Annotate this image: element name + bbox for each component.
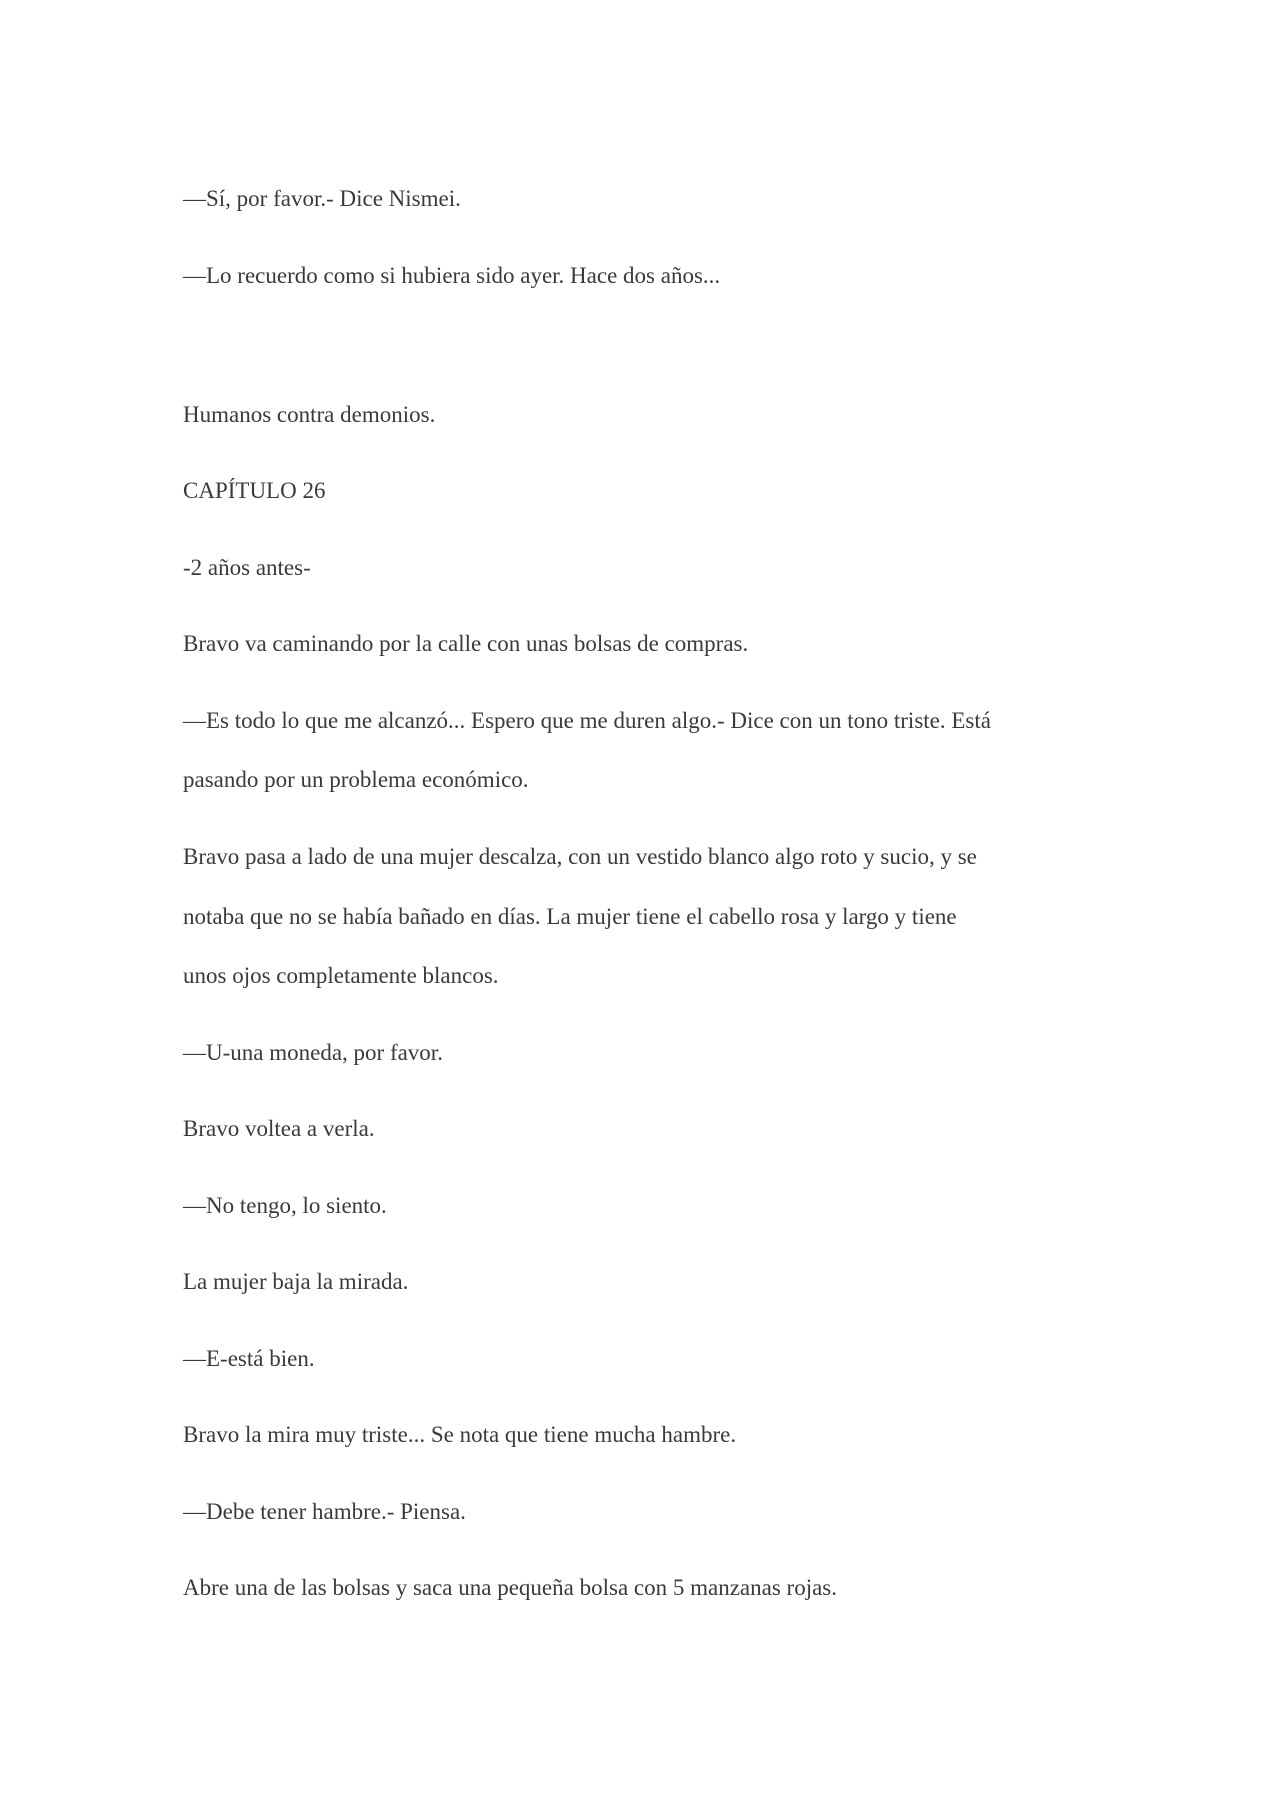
paragraph-line: Bravo voltea a verla. bbox=[183, 1116, 375, 1141]
dialogue-line: —Debe tener hambre.- Piensa. bbox=[183, 1499, 466, 1524]
paragraph-line: unos ojos completamente blancos. bbox=[183, 963, 499, 988]
paragraph-line: —Es todo lo que me alcanzó... Espero que me duren algo.- Dice con un tono triste. Está bbox=[183, 708, 991, 733]
paragraph-line: Bravo va caminando por la calle con unas bolsas de compras. bbox=[183, 631, 749, 656]
story-title: Humanos contra demonios. bbox=[183, 402, 436, 427]
dialogue-line: —No tengo, lo siento. bbox=[183, 1193, 387, 1218]
paragraph-line: notaba que no se había bañado en días. La mujer tiene el cabello rosa y largo y tiene bbox=[183, 904, 957, 929]
paragraph-line: Abre una de las bolsas y saca una pequeña bolsa con 5 manzanas rojas. bbox=[183, 1575, 837, 1600]
dialogue-line: —U-una moneda, por favor. bbox=[183, 1040, 443, 1065]
paragraph-line: Bravo pasa a lado de una mujer descalza, con un vestido blanco algo roto y sucio, y se bbox=[183, 844, 977, 869]
chapter-heading: CAPÍTULO 26 bbox=[183, 478, 326, 503]
time-marker: -2 años antes- bbox=[183, 555, 311, 580]
paragraph-line: pasando por un problema económico. bbox=[183, 767, 529, 792]
dialogue-line: —E-está bien. bbox=[183, 1346, 315, 1371]
dialogue-line: —Lo recuerdo como si hubiera sido ayer. Hace dos años... bbox=[183, 263, 721, 288]
paragraph-line: La mujer baja la mirada. bbox=[183, 1269, 409, 1294]
dialogue-line: —Sí, por favor.- Dice Nismei. bbox=[183, 186, 461, 211]
paragraph-line: Bravo la mira muy triste... Se nota que tiene mucha hambre. bbox=[183, 1422, 737, 1447]
